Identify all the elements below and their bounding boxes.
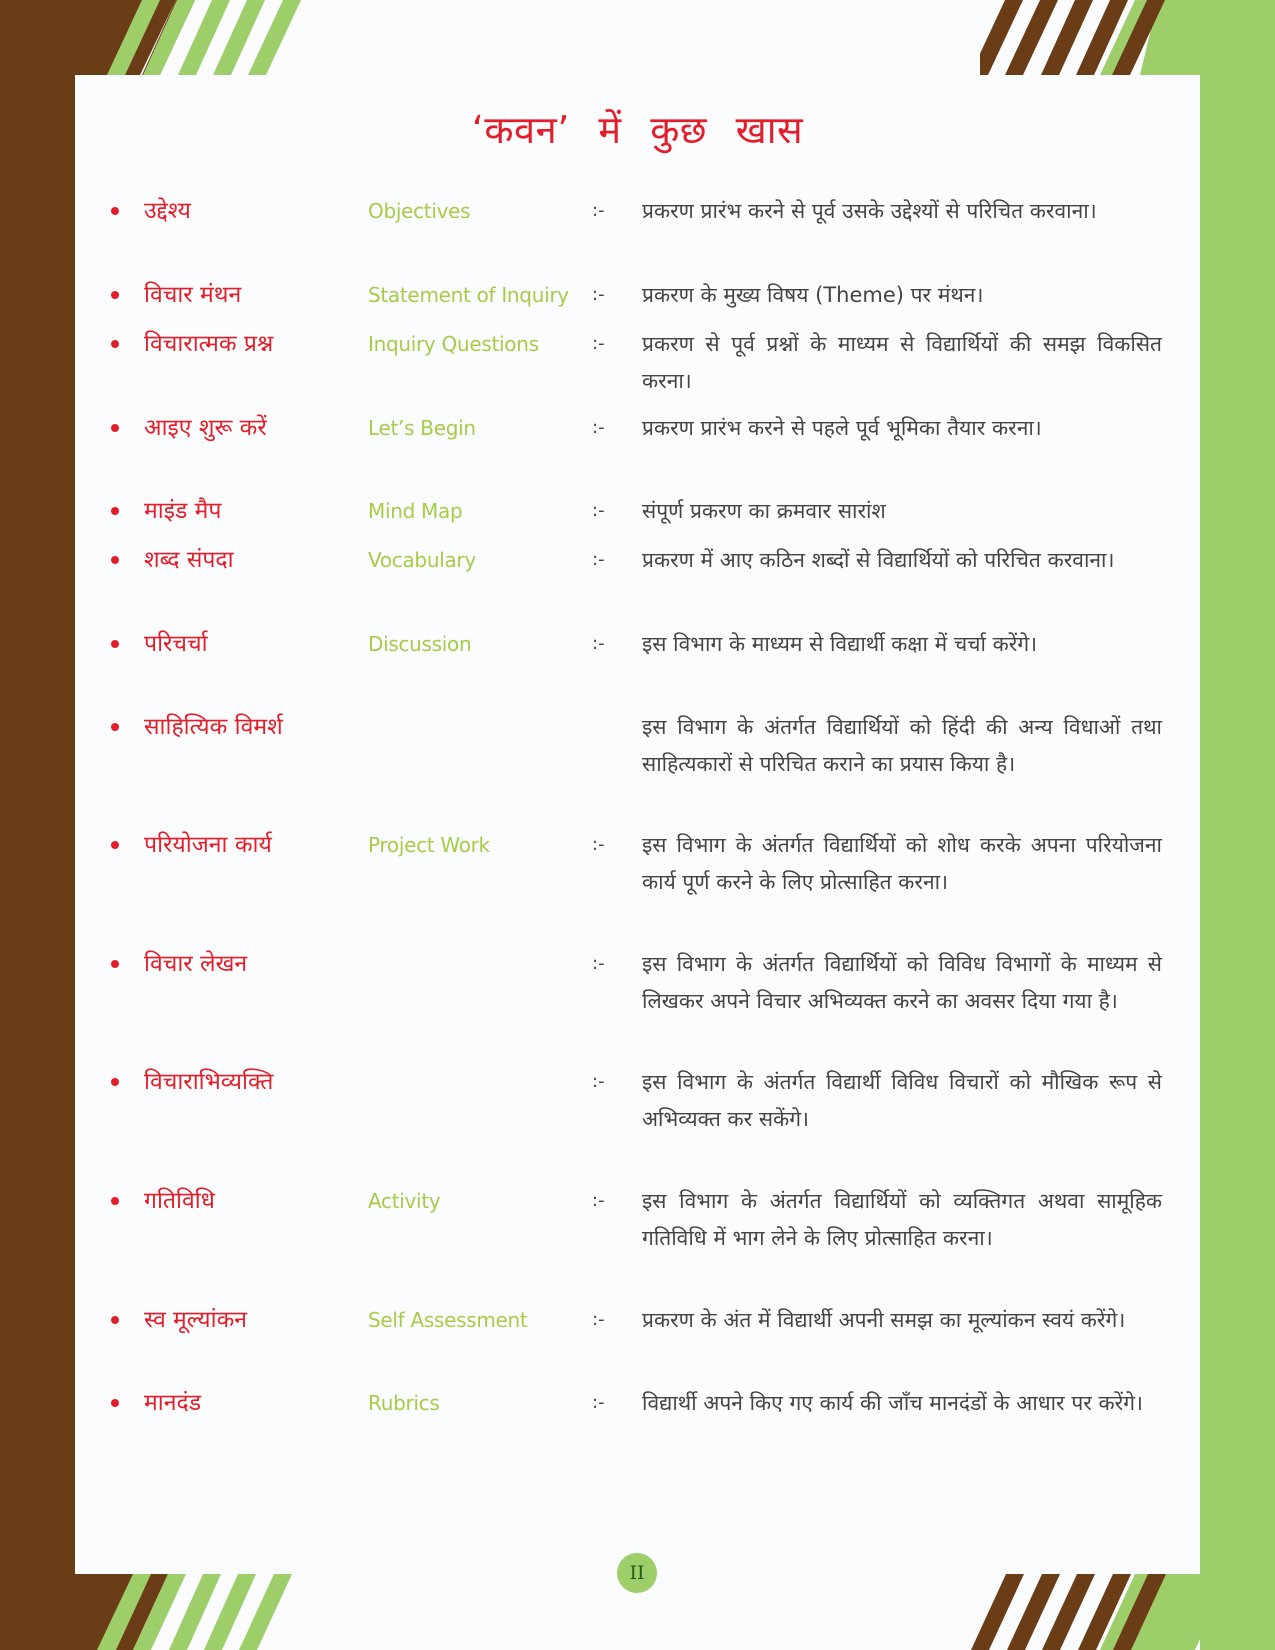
- item-hindi-label: माइंड मैप: [144, 498, 222, 524]
- top-right-stripes-decoration: [980, 0, 1275, 75]
- item-description: प्रकरण में आए कठिन शब्दों से विद्यार्थियों को परिचित करवाना।: [642, 548, 1115, 572]
- item-hindi-label: विचार मंथन: [144, 282, 242, 308]
- item-english-label: Discussion: [368, 632, 472, 656]
- item-separator: :-: [592, 633, 605, 654]
- item-separator: :-: [592, 284, 605, 305]
- item-english-label: Let’s Begin: [368, 416, 476, 440]
- item-english-label: Self Assessment: [368, 1308, 528, 1332]
- item-hindi-label: शब्द संपदा: [144, 547, 234, 573]
- item-separator: :-: [592, 1071, 605, 1092]
- page-title: ‘कवन’ में कुछ खास: [471, 108, 804, 152]
- item-separator: :-: [592, 333, 605, 354]
- item-hindi-label: विचार लेखन: [144, 951, 248, 977]
- bullet-icon: [111, 841, 119, 849]
- item-description: इस विभाग के अंतर्गत विद्यार्थियों को शोध करके अपना परियोजना कार्य पूर्ण करने के लिए प्रोत्साहित करना।: [642, 833, 1162, 894]
- content-page: [75, 75, 1200, 1574]
- item-description: प्रकरण प्रारंभ करने से पहले पूर्व भूमिका तैयार करना।: [642, 416, 1042, 440]
- item-hindi-label: परियोजना कार्य: [144, 832, 272, 858]
- item-description: प्रकरण के मुख्य विषय (Theme) पर मंथन।: [642, 283, 984, 307]
- item-description: इस विभाग के अंतर्गत विद्यार्थियों को व्यक्तिगत अथवा सामूहिक गतिविधि में भाग लेने के लिए प्रोत्साहित करना।: [642, 1189, 1162, 1250]
- top-left-stripes-decoration: [0, 0, 320, 75]
- item-separator: :-: [592, 500, 605, 521]
- item-hindi-label: मानदंड: [144, 1390, 201, 1416]
- item-hindi-label: आइए शुरू करें: [144, 415, 267, 441]
- item-hindi-label: परिचर्चा: [144, 631, 208, 657]
- bullet-icon: [111, 207, 119, 215]
- item-english-label: Mind Map: [368, 499, 463, 523]
- bullet-icon: [111, 960, 119, 968]
- item-description: विद्यार्थी अपने किए गए कार्य की जाँच मानदंडों के आधार पर करेंगे।: [642, 1391, 1144, 1415]
- item-hindi-label: विचाराभिव्यक्ति: [144, 1069, 274, 1095]
- right-green-border: [1200, 0, 1275, 1650]
- bullet-icon: [111, 640, 119, 648]
- item-english-label: Activity: [368, 1189, 441, 1213]
- bullet-icon: [111, 507, 119, 515]
- item-description: प्रकरण से पूर्व प्रश्नों के माध्यम से विद्यार्थियों की समझ विकसित करना।: [642, 332, 1162, 393]
- item-english-label: Inquiry Questions: [368, 332, 539, 356]
- item-english-label: Project Work: [368, 833, 490, 857]
- item-english-label: Objectives: [368, 199, 471, 223]
- item-separator: :-: [592, 1309, 605, 1330]
- item-hindi-label: साहित्यिक विमर्श: [144, 714, 283, 740]
- item-description: इस विभाग के अंतर्गत विद्यार्थी विविध विचारों को मौखिक रूप से अभिव्यक्त कर सकेंगे।: [642, 1070, 1162, 1131]
- item-separator: :-: [592, 1392, 605, 1413]
- bullet-icon: [111, 1197, 119, 1205]
- bullet-icon: [111, 291, 119, 299]
- bullet-icon: [111, 723, 119, 731]
- item-description: इस विभाग के अंतर्गत विद्यार्थियों को हिंदी की अन्य विधाओं तथा साहित्यकारों से परिचित कराने का प्रयास किया है।: [642, 715, 1162, 776]
- item-description: संपूर्ण प्रकरण का क्रमवार सारांश: [642, 499, 886, 523]
- item-hindi-label: विचारात्मक प्रश्न: [144, 331, 274, 357]
- item-english-label: Rubrics: [368, 1391, 440, 1415]
- bullet-icon: [111, 1316, 119, 1324]
- item-separator: :-: [592, 549, 605, 570]
- bullet-icon: [111, 556, 119, 564]
- item-english-label: Statement of Inquiry: [368, 283, 569, 307]
- item-hindi-label: उद्देश्य: [144, 198, 191, 224]
- item-description: इस विभाग के अंतर्गत विद्यार्थियों को विविध विभागों के माध्यम से लिखकर अपने विचार अभिव्यक्त करने का अवसर दिया गया है।: [642, 952, 1162, 1013]
- item-separator: :-: [592, 834, 605, 855]
- item-separator: :-: [592, 953, 605, 974]
- item-description: प्रकरण के अंत में विद्यार्थी अपनी समझ का मूल्यांकन स्वयं करेंगे।: [642, 1308, 1126, 1332]
- left-brown-border: [0, 0, 75, 1650]
- item-description: प्रकरण प्रारंभ करने से पूर्व उसके उद्देश्यों से परिचित करवाना।: [642, 199, 1097, 223]
- item-hindi-label: गतिविधि: [144, 1188, 215, 1214]
- item-description: इस विभाग के माध्यम से विद्यार्थी कक्षा में चर्चा करेंगे।: [642, 632, 1038, 656]
- item-english-label: Vocabulary: [368, 548, 476, 572]
- item-separator: :-: [592, 200, 605, 221]
- item-separator: :-: [592, 417, 605, 438]
- item-hindi-label: स्व मूल्यांकन: [144, 1307, 248, 1333]
- bottom-right-stripes-decoration: [970, 1574, 1275, 1650]
- bullet-icon: [111, 1078, 119, 1086]
- bullet-icon: [111, 424, 119, 432]
- bottom-left-stripes-decoration: [0, 1574, 310, 1650]
- page-number-badge: II: [617, 1553, 657, 1593]
- item-separator: :-: [592, 1190, 605, 1211]
- bullet-icon: [111, 1399, 119, 1407]
- bullet-icon: [111, 340, 119, 348]
